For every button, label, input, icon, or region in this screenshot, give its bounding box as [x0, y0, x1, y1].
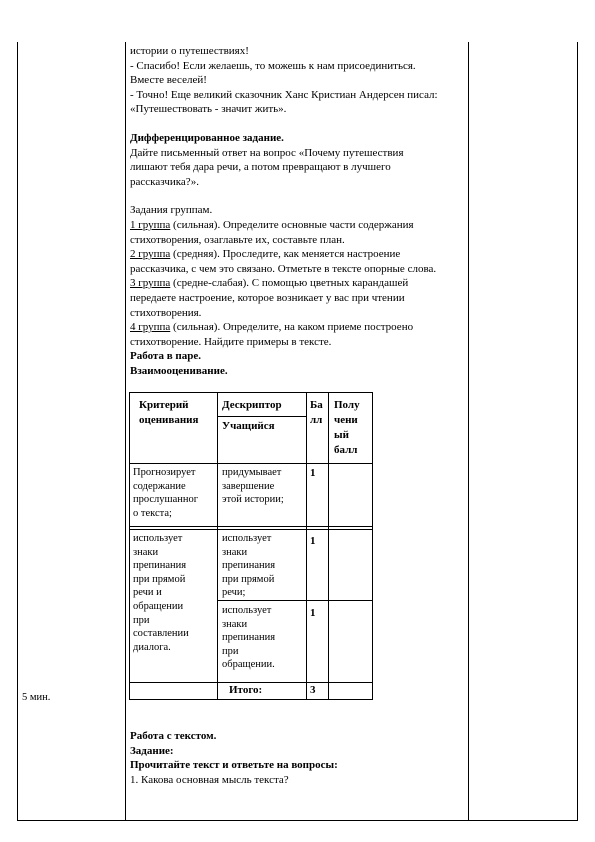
- table-border: [129, 526, 373, 527]
- text-line: Задания группам.: [130, 204, 213, 217]
- table-border: [129, 529, 373, 530]
- time-label: 5 мин.: [22, 692, 51, 703]
- text-line: стихотворения.: [130, 306, 202, 319]
- table-border: [372, 392, 373, 700]
- section-heading: Работа с текстом.: [130, 730, 217, 742]
- header-criterion: Критерий оценивания: [139, 399, 199, 426]
- group-text: (средняя). Проследите, как меняется настроение: [170, 248, 401, 261]
- group-text: (средне-слабая). С помощью цветных карандашей: [170, 277, 409, 290]
- total-label: Итого:: [229, 684, 263, 696]
- page-border-left: [17, 42, 18, 820]
- text-line: лишают тебя дара речи, а потом превращают в лучшего: [130, 161, 391, 174]
- table-border: [217, 416, 307, 417]
- header-descriptor: Дескриптор: [222, 399, 282, 411]
- header-received-score: Полу чени ый балл: [334, 399, 360, 456]
- assessment-table: [129, 392, 373, 700]
- text-line: стихотворения, озаглавьте их, составьте план.: [130, 233, 345, 246]
- page-column-divider-2: [468, 42, 469, 820]
- text-line: «Путешествовать - значит жить».: [130, 103, 287, 116]
- group-task: [130, 218, 467, 233]
- text-line: - Точно! Еще великий сказочник Ханс Кристиан Андерсен писал:: [130, 88, 438, 101]
- page-column-divider-1: [125, 42, 126, 820]
- lesson-content: [130, 44, 467, 378]
- table-border: [217, 392, 218, 700]
- page-border-bottom: [17, 820, 578, 821]
- table-border: [328, 392, 329, 700]
- score-cell: 1: [310, 535, 316, 547]
- score-cell: 1: [310, 467, 316, 479]
- table-border: [129, 392, 373, 393]
- criterion-cell: Прогнозирует содержание прослушанног о текста;: [133, 467, 199, 519]
- section-heading: Дифференцированное задание.: [130, 131, 284, 144]
- header-score: Ба лл: [310, 399, 323, 426]
- group-label: 1 группа: [130, 218, 171, 231]
- text-line: передаете настроение, которое возникает у вас при чтении: [130, 291, 405, 304]
- group-label: 4 группа: [130, 321, 171, 334]
- table-border: [306, 392, 307, 700]
- table-border: [129, 463, 373, 464]
- text-line: рассказчика?».: [130, 175, 199, 188]
- criterion-cell: использует знаки препинания при прямой речи и обращении при составлении диалога.: [133, 533, 189, 653]
- section-heading: Задание:: [130, 744, 174, 757]
- text-line: стихотворение. Найдите примеры в тексте.: [130, 335, 332, 348]
- text-line: Дайте письменный ответ на вопрос «Почему путешествия: [130, 146, 404, 159]
- text-work-section: [130, 729, 467, 787]
- group-task: [130, 276, 467, 291]
- table-border: [217, 600, 373, 601]
- group-task: [130, 320, 467, 335]
- descriptor-cell: использует знаки препинания при обращении.: [222, 605, 276, 671]
- text-line: рассказчика, с чем это связано. Отметьте в тексте опорные слова.: [130, 262, 437, 275]
- section-heading: Прочитайте текст и ответьте на вопросы:: [130, 759, 338, 772]
- group-text: (сильная). Определите, на каком приеме построено: [170, 321, 414, 334]
- score-cell: 1: [310, 607, 316, 619]
- section-heading: Взаимооценивание.: [130, 364, 228, 377]
- descriptor-cell: использует знаки препинания при прямой речи;: [222, 533, 276, 599]
- section-heading: Работа в паре.: [130, 350, 201, 363]
- group-text: (сильная). Определите основные части содержания: [170, 218, 414, 231]
- table-border: [129, 392, 130, 700]
- text-line: истории о путешествиях!: [130, 45, 249, 57]
- group-label: 2 группа: [130, 248, 171, 261]
- text-line: Вместе веселей!: [130, 74, 207, 87]
- text-line: - Спасибо! Если желаешь, то можешь к нам присоединиться.: [130, 59, 416, 72]
- total-value: 3: [310, 684, 316, 696]
- table-border: [129, 699, 373, 700]
- question-line: 1. Какова основная мысль текста?: [130, 773, 289, 786]
- group-task: [130, 247, 467, 262]
- page-border-right: [577, 42, 578, 820]
- header-student: Учащийся: [222, 420, 275, 432]
- descriptor-cell: придумывает завершение этой истории;: [222, 467, 284, 506]
- group-label: 3 группа: [130, 277, 171, 290]
